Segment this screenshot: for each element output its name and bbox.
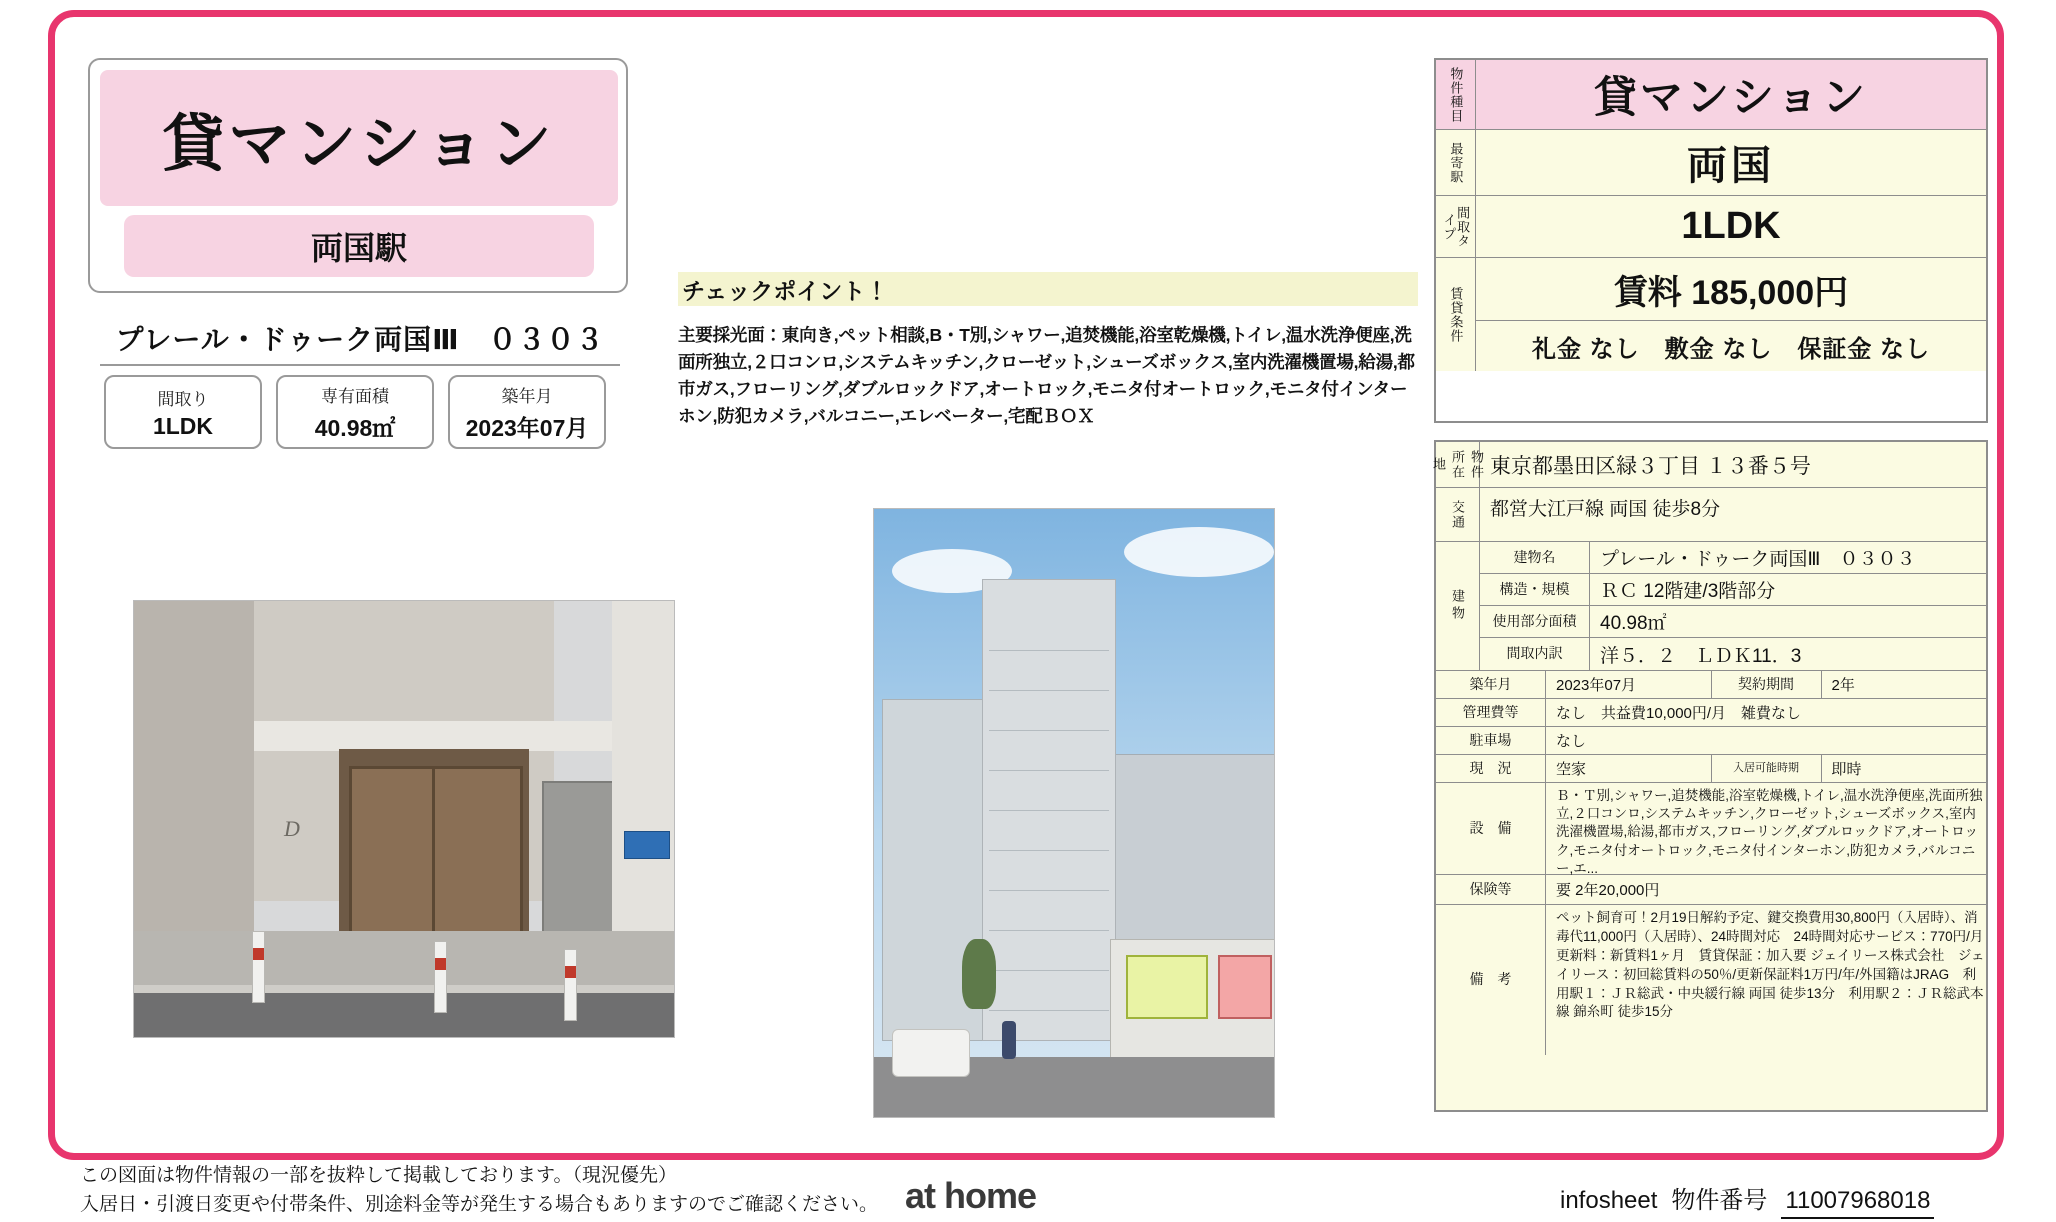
details-value-parking: なし [1556,733,1587,750]
spec-value: 40.98㎡ [314,414,396,441]
details-head-note: 備 考 [1436,905,1546,1055]
details-row-layout-detail [1480,638,1986,670]
photo-building-exterior [873,508,1275,1118]
details-value-available: 即時 [1831,761,1862,778]
summary-label-station: 最寄駅 [1436,130,1476,195]
details-row-area [1480,606,1986,638]
infosheet-label: infosheet [1560,1187,1658,1214]
athome-logo-text: at home [905,1175,1037,1216]
details-label-building: 建物 [1436,542,1480,670]
spec-value: 1LDK [152,412,214,439]
details-value-address: 東京都墨田区緑３丁目 １３番５号 [1490,454,1811,478]
station-banner [124,215,594,277]
details-value-insurance: 要 2年20,000円 [1556,882,1660,899]
details-head-available: 入居可能時期 [1712,755,1822,782]
details-value-structure: ＲＣ 12階建/3階部分 [1600,581,1776,602]
details-row-note [1436,905,1997,1055]
details-head-built: 築年月 [1436,671,1546,698]
details-row-management [1436,699,1986,727]
summary-label-rent: 賃貸条件 [1436,258,1476,371]
photo-entrance [133,600,675,1038]
spec-label: 間取り [157,389,209,409]
details-value-area: 40.98㎡ [1600,613,1667,634]
details-value-facilities: Ｂ・Ｔ別,シャワー,追焚機能,浴室乾燥機,トイレ,温水洗浄便座,洗面所独立,２口コンロ,システムキッチン,クローゼット,シューズボックス,室内洗濯機置場,給湯,都市ガス,フローリング,ダブルロックドア,オートロック,モニタ付オートロック,モニタ付インターホン,防犯カメラ,バルコニー,エ... [1556,788,1983,876]
details-row-traffic [1436,488,1986,542]
checkpoint-title-bar [678,272,1418,306]
summary-row-station [1436,130,1986,196]
summary-value-fees: 礼金 なし 敷金 なし 保証金 なし [1531,335,1930,363]
spec-label: 専有面積 [321,386,389,406]
details-value-built: 2023年07月 [1546,671,1712,698]
summary-label-type: 物件種目 [1436,60,1476,129]
shop-sign-icon-2 [1218,955,1272,1019]
building-title: プレール・ドゥーク両国Ⅲ ０３０３ [100,318,620,366]
summary-value-layout: 1LDK [1681,205,1781,247]
property-type-banner [100,70,618,206]
details-row-building-name [1480,542,1986,574]
spec-value: 2023年07月 [465,414,589,441]
property-no-label: 物件番号 [1671,1187,1768,1214]
property-title-box [88,58,628,293]
summary-label-layout: 間取タイプ [1436,196,1476,257]
summary-value-station: 両国 [1687,144,1775,188]
footer-infosheet [1560,1180,1934,1219]
details-row-address [1431,442,1986,488]
details-row-structure [1480,574,1986,606]
spec-box-layout [104,375,262,449]
details-head-facilities: 設 備 [1436,783,1546,874]
person-icon [1002,1021,1016,1059]
details-table [1431,440,1997,1112]
details-row-insurance [1436,875,1986,905]
checkpoint-body: 主要採光面：東向き,ペット相談,B・T別,シャワー,追焚機能,浴室乾燥機,トイレ,温水洗浄便座,洗面所独立,２口コンロ,システムキッチン,クローゼット,シューズボックス,室内洗濯機置場,給湯,都市ガス,フローリング,ダブルロックドア,オートロック,モニタ付オートロック,モニタ付インターホン,防犯カメラ,バルコニー,エレベーター,宅配ＢＯＸ [678,325,1415,427]
details-head-parking: 駐車場 [1436,727,1546,754]
spec-box-area [276,375,434,449]
shop-sign-icon [1126,955,1208,1019]
summary-row-type [1436,60,1986,130]
station-text: 両国駅 [310,230,407,266]
details-head-status: 現 況 [1436,755,1546,782]
property-no-value: 11007968018 [1781,1187,1934,1219]
footer-disclaimer [80,1162,878,1219]
athome-logo [905,1175,1036,1217]
details-value-note: ペット飼育可！2月19日解約予定、鍵交換費用30,800円（入居時）、消毒代11,000円（入居時）、24時間対応 24時間対応サービス：770円/月 更新料：新賃料1ヶ月 賃貸保証：加入要 ジェイリース株式会社 ジェイリース：初回総賃料の50％/更新保証料1万円/年/外国籍はJRAG 利用駅１：ＪＲ総武・中央緩行線 両国 徒歩13分 利用駅２：ＪＲ総武本線 錦糸町 徒歩15分 [1556,910,1997,1020]
details-head-area: 使用部分面積 [1480,606,1590,637]
summary-value-rent: 賃料 185,000円 [1613,273,1849,312]
car-icon [892,1029,970,1077]
summary-row-rent [1436,258,1986,371]
details-row-status [1436,755,1986,783]
details-value-management: なし 共益費10,000円/月 雑費なし [1556,705,1802,722]
details-head-building-name: 建物名 [1480,542,1590,573]
spec-box-built [448,375,606,449]
details-head-management: 管理費等 [1436,699,1546,726]
property-type-text: 貸マンション [162,106,556,180]
details-building-block [1436,542,1986,671]
street-sign-icon [624,831,670,859]
spec-label: 築年月 [501,386,553,406]
details-head-insurance: 保険等 [1436,875,1546,904]
details-value-contract: 2年 [1831,677,1855,694]
details-value-traffic: 都営大江戸線 両国 徒歩8分 [1490,499,1721,520]
details-row-facilities [1436,783,1986,875]
spec-box-row [104,375,606,449]
details-head-contract: 契約期間 [1712,671,1822,698]
tree-icon [962,939,996,1009]
details-head-structure: 構造・規模 [1480,574,1590,605]
details-row-built [1436,671,1986,699]
details-label-traffic: 交通 [1436,488,1480,541]
footer-disclaimer-line2: 入居日・引渡日変更や付帯条件、別途料金等が発生する場合もありますのでご確認ください。 [80,1193,879,1215]
summary-table [1434,58,1988,423]
details-value-layout-detail: 洋５．２ ＬＤＫ11．3 [1600,645,1802,667]
details-head-layout-detail: 間取内訳 [1480,638,1590,670]
footer-disclaimer-line1: この図面は物件情報の一部を抜粋して掲載しております。（現況優先） [80,1165,677,1186]
summary-value-type: 貸マンション [1593,74,1869,122]
details-value-building-name: プレール・ドゥーク両国Ⅲ ０３０３ [1600,549,1916,570]
building-logo-icon: D [284,816,300,841]
details-label-address: 物件所在地 [1436,442,1480,487]
details-value-status: 空家 [1546,755,1712,782]
details-row-parking [1436,727,1986,755]
checkpoint-title: チェックポイント！ [682,277,889,304]
summary-row-layout [1436,196,1986,258]
